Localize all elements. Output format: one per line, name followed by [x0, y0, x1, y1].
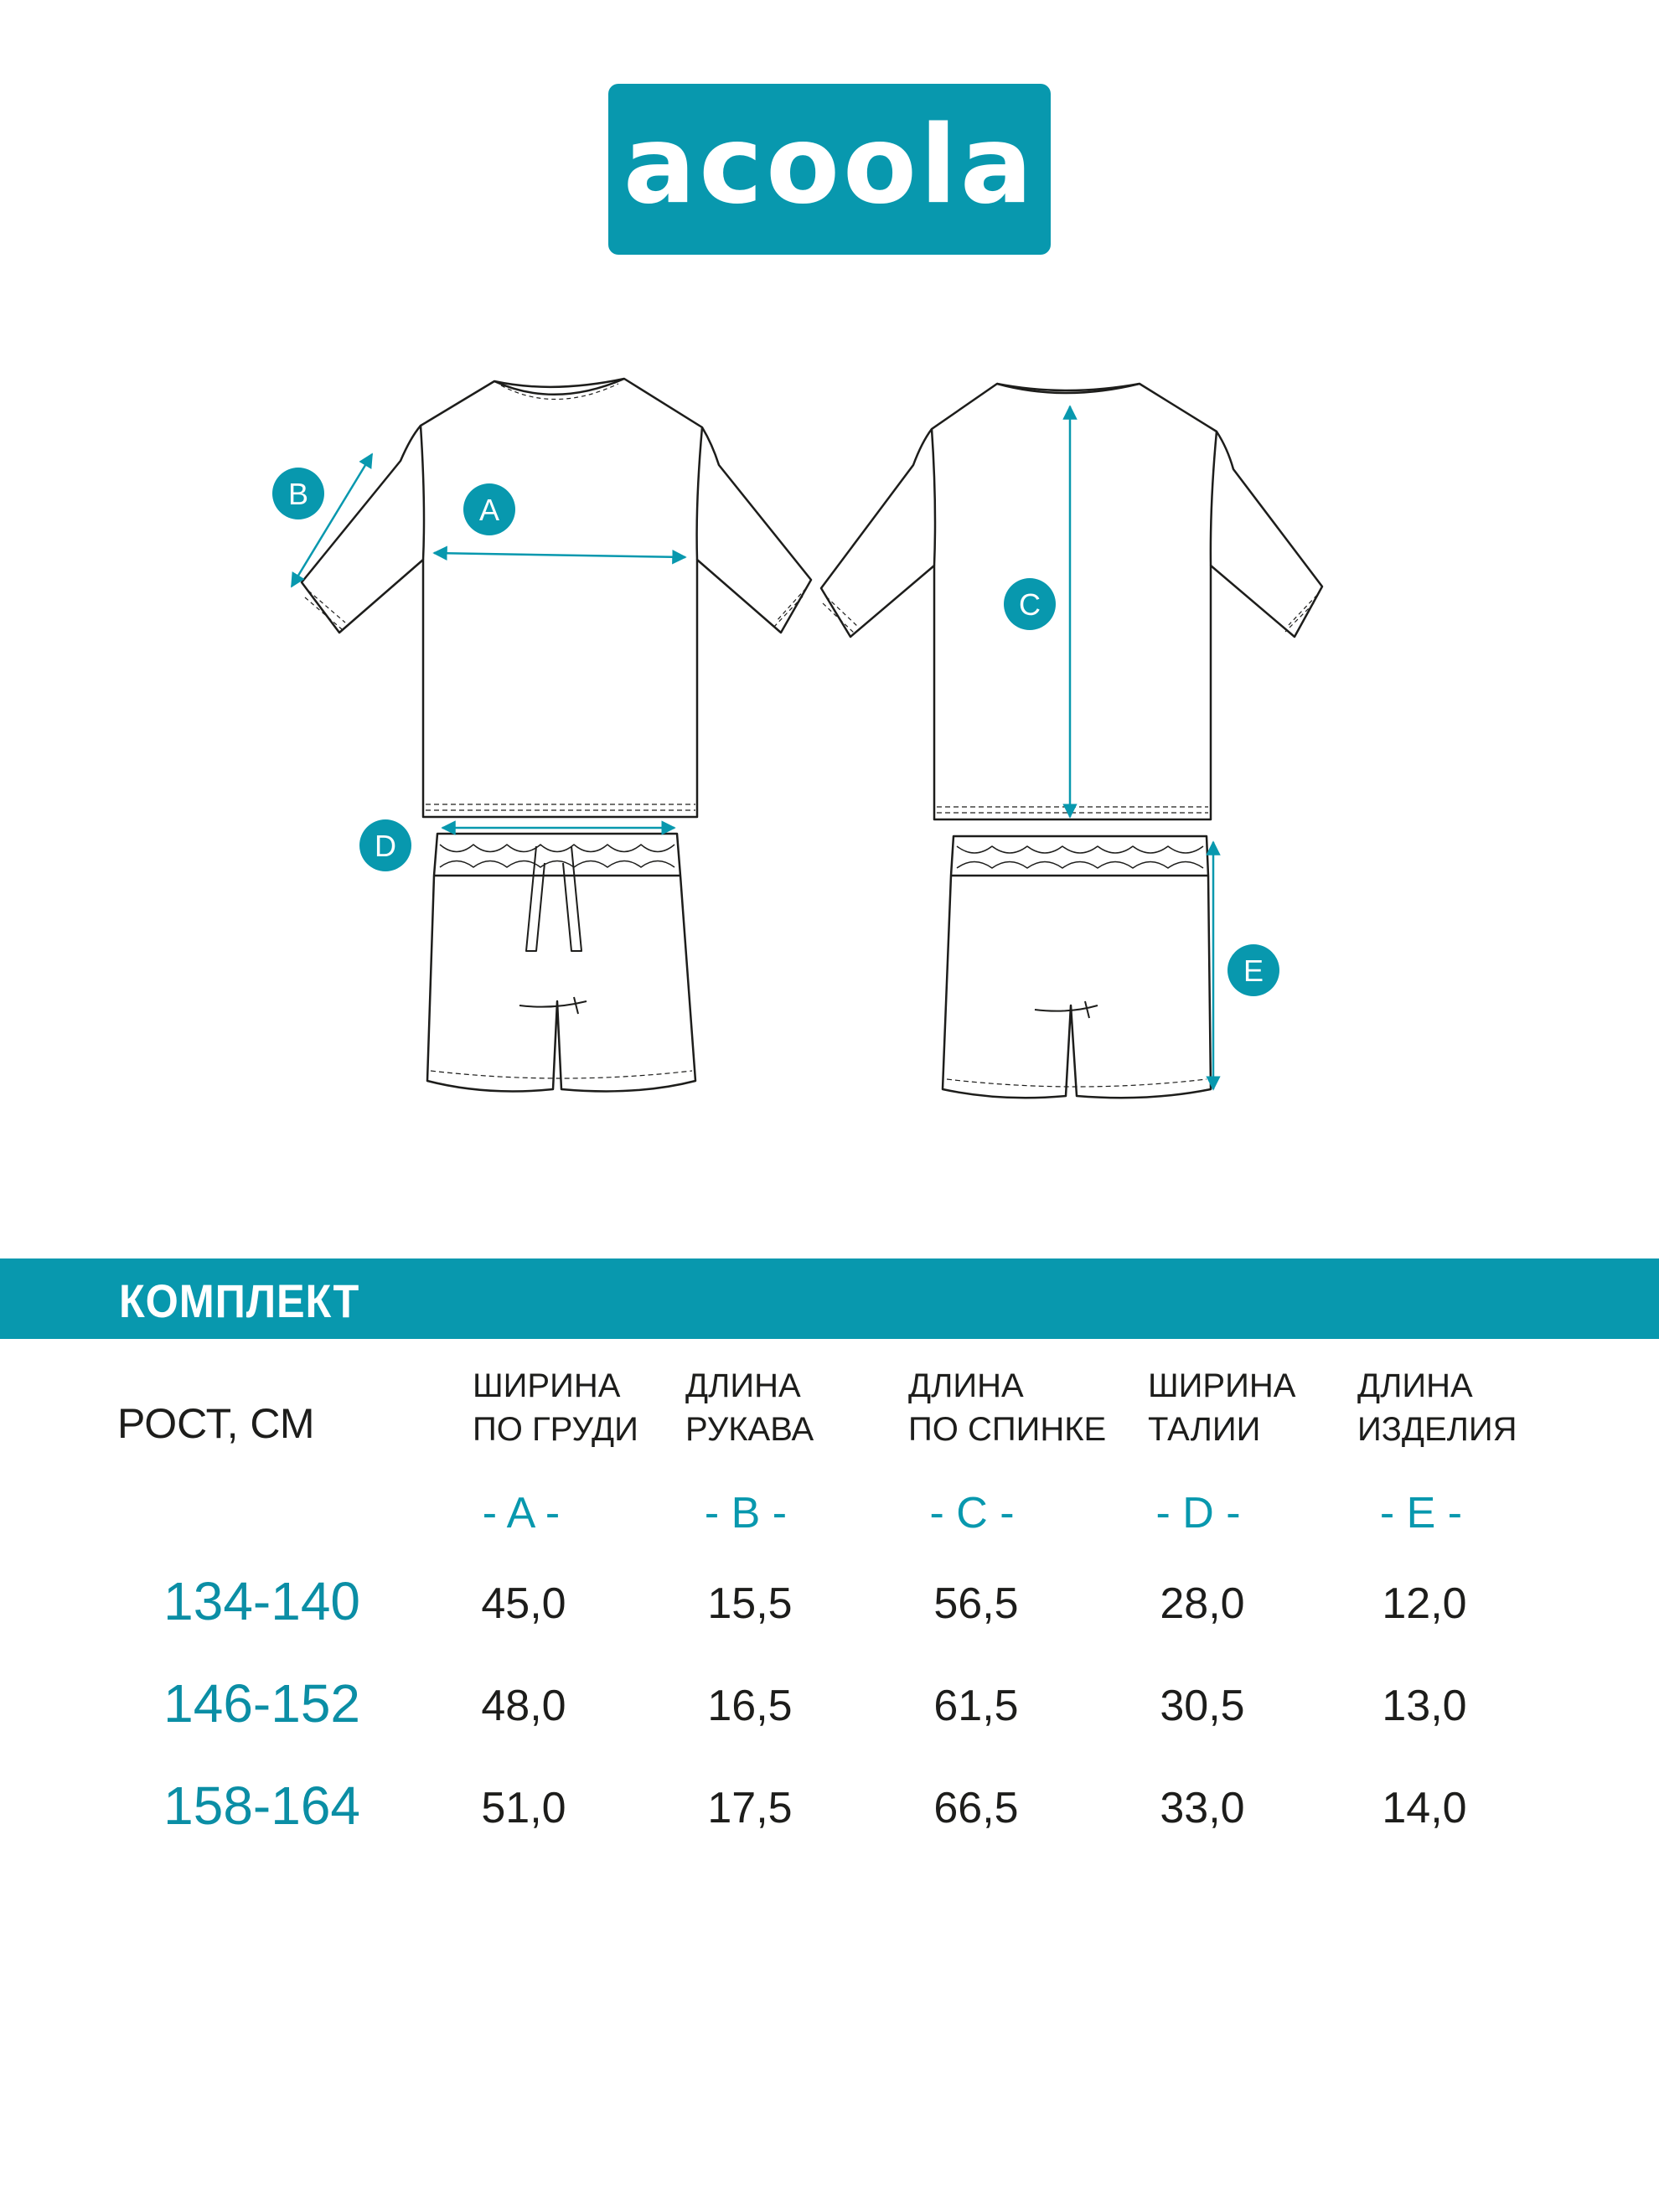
table-cell: 12,0 — [1382, 1579, 1467, 1628]
table-cell: 51,0 — [481, 1784, 566, 1832]
column-header-line1: ШИРИНА — [473, 1367, 621, 1404]
column-letter-b: - B - — [704, 1489, 788, 1538]
size-label: 158-164 — [163, 1775, 360, 1836]
column-header-line2: ПО СПИНКЕ — [908, 1411, 1107, 1448]
shorts-front — [427, 834, 695, 1091]
table-cell: 33,0 — [1160, 1784, 1245, 1832]
column-header-line1: ДЛИНА — [1357, 1367, 1473, 1404]
svg-text:C: C — [1019, 587, 1041, 622]
column-header — [908, 1364, 1106, 1451]
measure-badge-a — [463, 483, 515, 535]
tshirt-back — [821, 384, 1322, 819]
table-cell: 13,0 — [1382, 1682, 1467, 1730]
column-header-line2: РУКАВА — [685, 1411, 814, 1448]
column-header — [473, 1364, 638, 1451]
svg-text:D: D — [375, 829, 396, 863]
table-cell: 28,0 — [1160, 1579, 1245, 1628]
column-header-line2: ПО ГРУДИ — [473, 1411, 638, 1448]
column-header — [1148, 1364, 1295, 1451]
measure-badge-d — [359, 819, 411, 871]
table-cell: 30,5 — [1160, 1682, 1245, 1730]
table-cell: 66,5 — [933, 1784, 1019, 1832]
column-letter-e: - E - — [1379, 1489, 1463, 1538]
svg-text:A: A — [478, 493, 500, 527]
column-header-line1: ДЛИНА — [685, 1367, 801, 1404]
measure-badge-b — [272, 468, 324, 519]
column-header-line2: ТАЛИИ — [1148, 1411, 1261, 1448]
size-label: 134-140 — [163, 1571, 360, 1631]
table-cell: 17,5 — [707, 1784, 793, 1832]
table-cell: 45,0 — [481, 1579, 566, 1628]
table-title-band — [0, 1258, 1659, 1339]
column-header-line2: ИЗДЕЛИЯ — [1357, 1411, 1517, 1448]
brand-logo-text: acoola — [623, 103, 1036, 228]
column-header — [1357, 1364, 1517, 1451]
column-header — [685, 1364, 814, 1451]
table-cell: 48,0 — [481, 1682, 566, 1730]
svg-text:E: E — [1243, 954, 1264, 988]
size-label: 146-152 — [163, 1673, 360, 1734]
svg-text:B: B — [287, 477, 309, 511]
table-cell: 15,5 — [707, 1579, 793, 1628]
column-letter-a: - A - — [482, 1489, 561, 1538]
tshirt-front — [302, 379, 811, 817]
column-header-line1: ДЛИНА — [908, 1367, 1024, 1404]
shorts-back — [943, 836, 1211, 1098]
column-letter-d: - D - — [1155, 1489, 1241, 1538]
table-cell: 16,5 — [707, 1682, 793, 1730]
table-cell: 14,0 — [1382, 1784, 1467, 1832]
table-cell: 56,5 — [933, 1579, 1019, 1628]
measure-badge-c — [1004, 578, 1056, 630]
table-title: КОМПЛЕКТ — [119, 1274, 360, 1327]
measure-badge-e — [1227, 944, 1279, 996]
table-cell: 61,5 — [933, 1682, 1019, 1730]
column-letter-c: - C - — [929, 1489, 1015, 1538]
column-header-line1: ШИРИНА — [1148, 1367, 1296, 1404]
row-header: РОСТ, СМ — [117, 1400, 315, 1447]
